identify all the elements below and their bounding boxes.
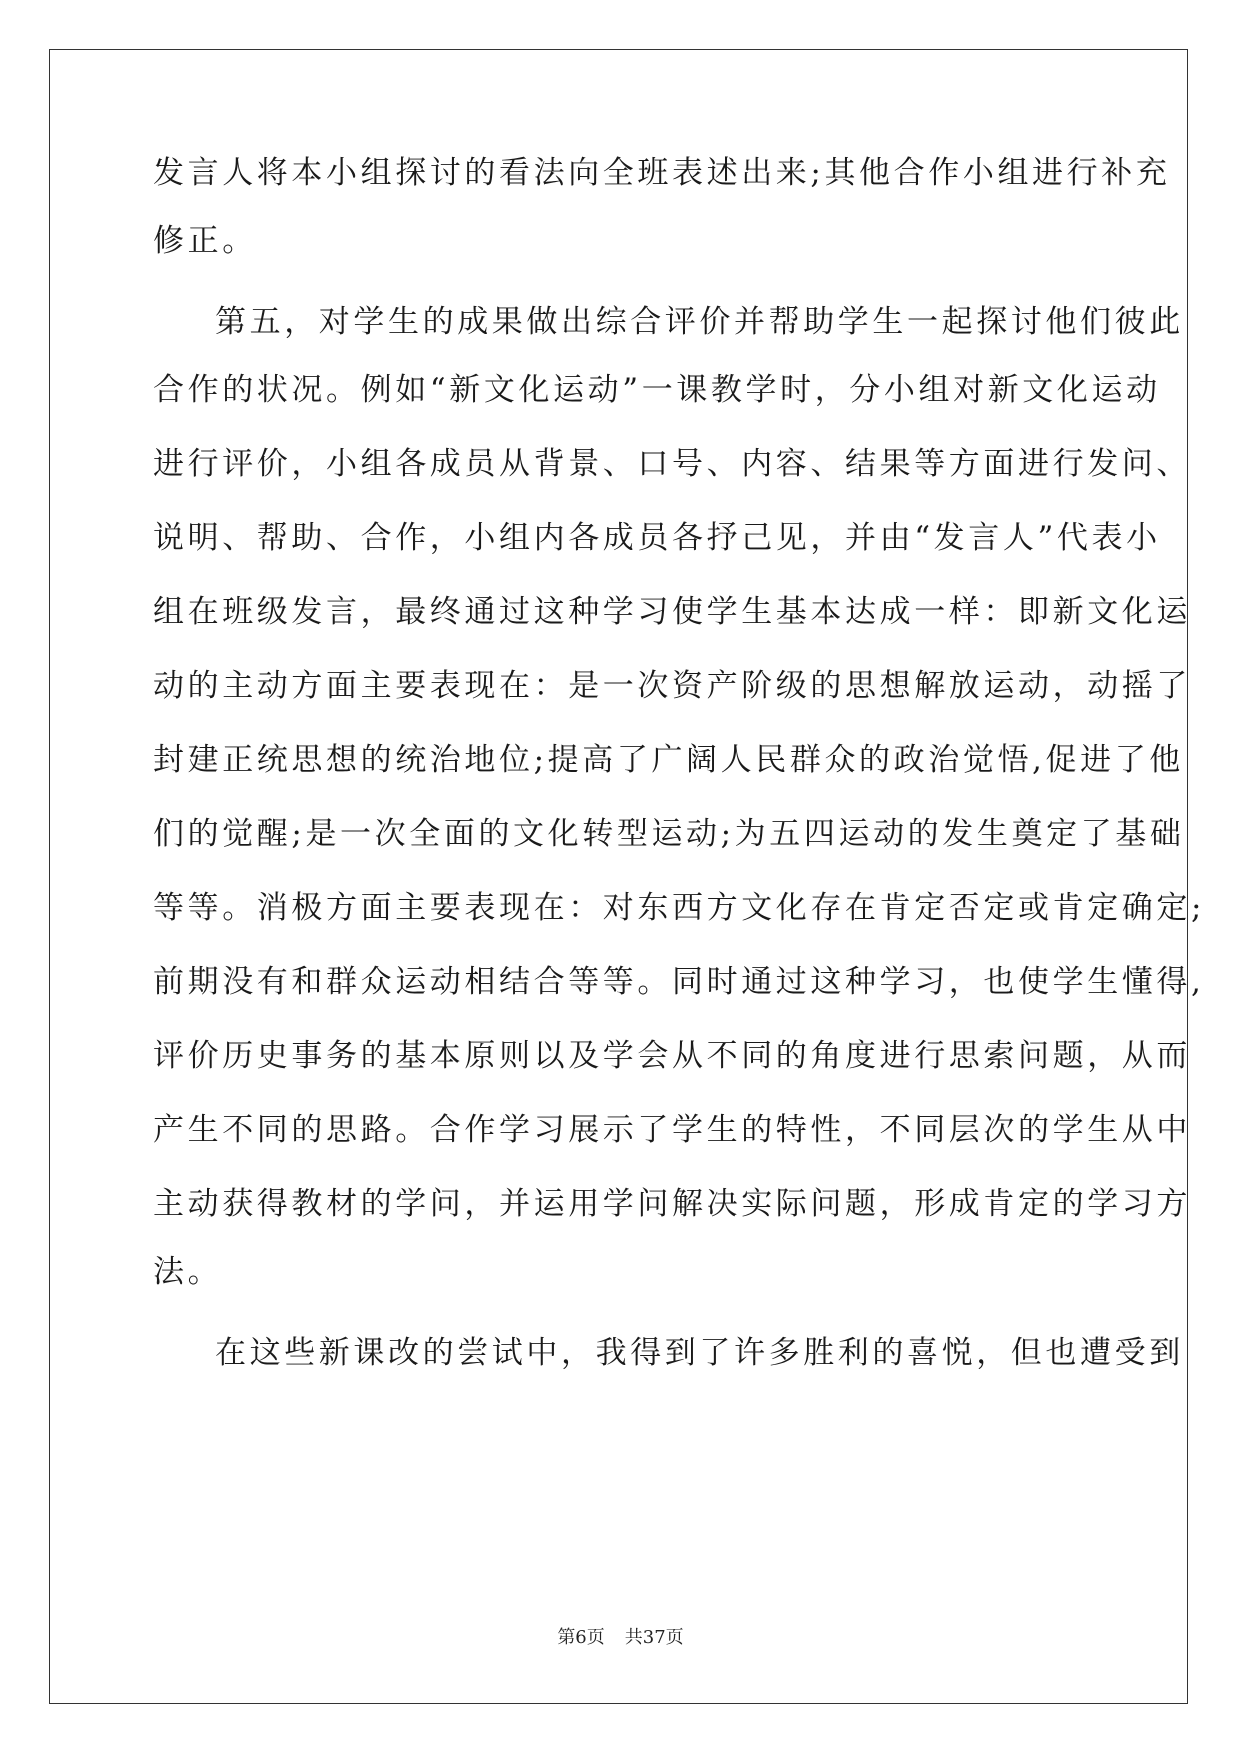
page-border — [49, 49, 1188, 1704]
body-text-line: 封建正统思想的统治地位;提高了广阔人民群众的政治觉悟,促进了他 — [153, 742, 1184, 778]
paragraph-first-line: 第五，对学生的成果做出综合评价并帮助学生一起探讨他们彼此 — [215, 304, 1184, 340]
body-text-line: 动的主动方面主要表现在：是一次资产阶级的思想解放运动，动摇了 — [153, 668, 1191, 704]
body-text-line: 说明、帮助、合作，小组内各成员各抒己见，并由“发言人”代表小 — [153, 520, 1161, 556]
body-text-line: 主动获得教材的学问，并运用学问解决实际问题，形成肯定的学习方 — [153, 1186, 1191, 1222]
body-text-line: 产生不同的思路。合作学习展示了学生的特性，不同层次的学生从中 — [153, 1112, 1191, 1148]
body-text-line: 进行评价，小组各成员从背景、口号、内容、结果等方面进行发问、 — [153, 446, 1191, 482]
body-text-line: 们的觉醒;是一次全面的文化转型运动;为五四运动的发生奠定了基础 — [153, 816, 1185, 852]
paragraph-first-line: 在这些新课改的尝试中，我得到了许多胜利的喜悦，但也遭受到 — [215, 1335, 1184, 1371]
body-text-line: 合作的状况。例如“新文化运动”一课教学时，分小组对新文化运动 — [153, 372, 1161, 408]
body-text-line: 等等。消极方面主要表现在：对东西方文化存在肯定否定或肯定确定; — [153, 890, 1206, 926]
page-footer — [0, 1626, 1241, 1650]
body-text-line: 发言人将本小组探讨的看法向全班表述出来;其他合作小组进行补充 — [153, 155, 1171, 191]
page-total: 共37页 — [624, 1627, 684, 1648]
body-text-line: 评价历史事务的基本原则以及学会从不同的角度进行思索问题，从而 — [153, 1038, 1191, 1074]
body-text-line: 法。 — [153, 1254, 223, 1290]
body-text-line: 修正。 — [153, 223, 257, 259]
body-text-line: 前期没有和群众运动相结合等等。同时通过这种学习，也使学生懂得, — [153, 964, 1205, 1000]
body-text-line: 组在班级发言，最终通过这种学习使学生基本达成一样：即新文化运 — [153, 594, 1191, 630]
page-number: 第6页 — [557, 1627, 605, 1648]
